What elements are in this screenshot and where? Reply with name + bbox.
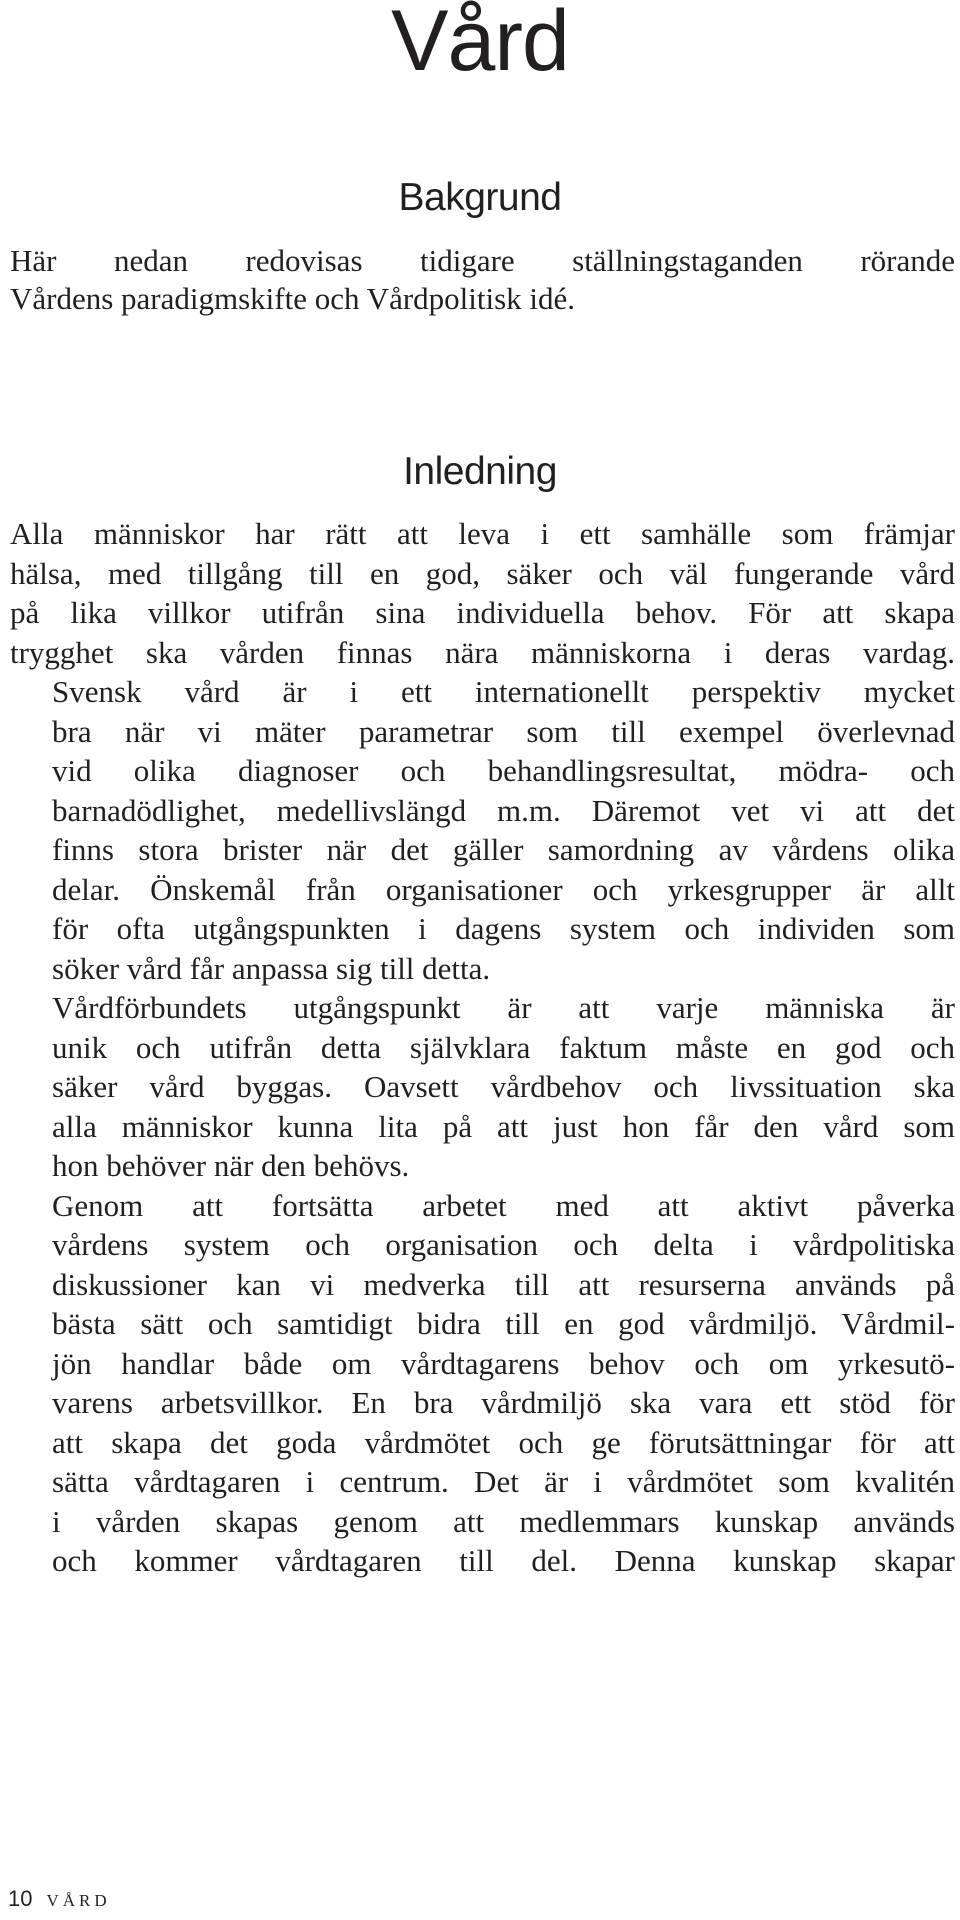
- text-line: jön handlar både om vårdtagarens behov och om yrkesutö-: [52, 1345, 955, 1381]
- text-line: alla människor kunna lita på att just hon får den vård som: [52, 1108, 955, 1144]
- text-line: för ofta utgångspunkten i dagens system och individen som: [52, 911, 955, 946]
- text-line: finns stora brister när det gäller samordning av vårdens olika: [52, 832, 955, 867]
- text-line: säker vård byggas. Oavsett vårdbehov och livssituation ska: [52, 1069, 955, 1104]
- section-body-inledning: [10, 514, 955, 1581]
- text-line: Svensk vård är i ett internationellt perspektiv mycket: [52, 674, 955, 709]
- text-line: delar. Önskemål från organisationer och yrkesgrupper är allt: [52, 871, 955, 907]
- section-heading-inledning: Inledning: [403, 450, 557, 493]
- text-line: på lika villkor utifrån sina individuella behov. För att skapa: [10, 595, 955, 630]
- running-head: VÅRD: [46, 1891, 111, 1910]
- text-line: Här nedan redovisas tidigare ställningstaganden rörande: [10, 243, 955, 278]
- paragraph: [10, 242, 955, 318]
- text-line: Genom att fortsätta arbetet med att aktivt påverka: [52, 1187, 955, 1223]
- text-line: trygghet ska vården finnas nära människorna i deras vardag.: [10, 634, 955, 670]
- section-body-bakgrund: [10, 242, 955, 318]
- text-line: och kommer vårdtagaren till del. Denna kunskap skapar: [52, 1543, 955, 1578]
- text-line: vårdens system och organisation och delta i vårdpolitiska: [52, 1227, 955, 1262]
- section-heading-bakgrund: Bakgrund: [398, 176, 562, 219]
- text-line: Vårdförbundets utgångspunkt är att varje människa är: [52, 990, 955, 1025]
- page-footer: [8, 1886, 111, 1910]
- text-line: bra när vi mäter parametrar som till exempel överlevnad: [52, 713, 955, 749]
- text-line: sätta vårdtagaren i centrum. Det är i vårdmötet som kvalitén: [52, 1464, 955, 1499]
- text-line: varens arbetsvillkor. En bra vårdmiljö ska vara ett stöd för: [52, 1385, 955, 1420]
- text-line: Alla människor har rätt att leva i ett samhälle som främjar: [10, 516, 955, 551]
- paragraph: [10, 514, 955, 672]
- text-line: hon behöver när den behövs.: [52, 1148, 410, 1183]
- page-title: Vård: [391, 0, 569, 89]
- paragraph: [10, 988, 955, 1186]
- text-line: barnadödlighet, medellivslängd m.m. Däremot vet vi att det: [52, 792, 955, 828]
- text-line: i vården skapas genom att medlemmars kunskap används: [52, 1503, 955, 1539]
- paragraph: [10, 672, 955, 988]
- paragraph: [10, 1186, 955, 1581]
- text-line: Vårdens paradigmskifte och Vårdpolitisk idé.: [10, 281, 576, 316]
- text-line: hälsa, med tillgång till en god, säker och väl fungerande vård: [10, 555, 955, 591]
- text-line: diskussioner kan vi medverka till att resurserna används på: [52, 1266, 955, 1302]
- text-line: vid olika diagnoser och behandlingsresultat, mödra- och: [52, 753, 955, 788]
- text-line: söker vård får anpassa sig till detta.: [52, 950, 491, 986]
- text-line: unik och utifrån detta självklara faktum måste en god och: [52, 1029, 955, 1065]
- text-line: att skapa det goda vårdmötet och ge förutsättningar för att: [52, 1424, 955, 1460]
- text-line: bästa sätt och samtidigt bidra till en god vårdmiljö. Vårdmil-: [52, 1306, 955, 1341]
- page-number: 10: [8, 1886, 33, 1911]
